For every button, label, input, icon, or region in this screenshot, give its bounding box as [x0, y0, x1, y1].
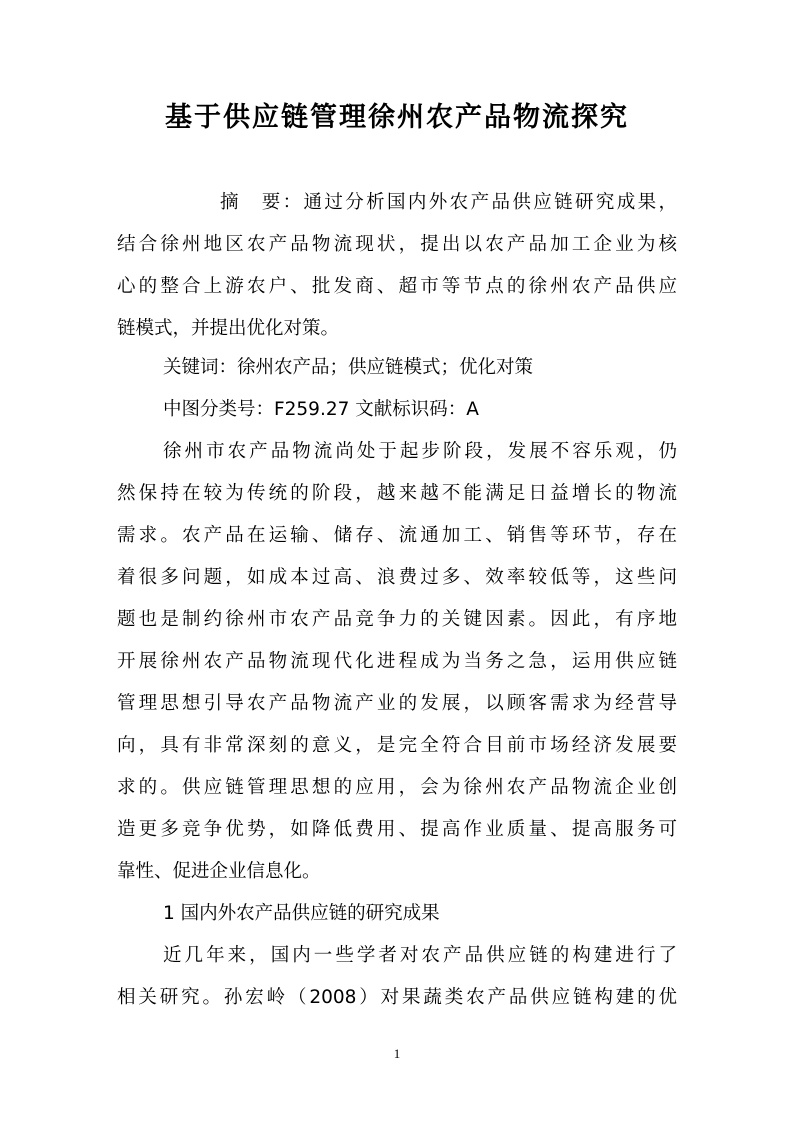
abstract-line: 心的整合上游农户、批发商、超市等节点的徐州农产品供应: [117, 276, 677, 297]
abstract-line: 摘 要：通过分析国内外农产品供应链研究成果，: [220, 192, 677, 213]
section-heading: 1 国内外农产品供应链的研究成果: [163, 903, 440, 924]
body-line: 徐州市农产品物流尚处于起步阶段，发展不容乐观，仍: [163, 441, 677, 462]
paper-title: 基于供应链管理徐州农产品物流探究: [165, 102, 629, 133]
section-body-line: 相关研究。孙宏岭（2008）对果蔬类农产品供应链构建的优: [117, 987, 677, 1008]
body-line: 向，具有非常深刻的意义，是完全符合目前市场经济发展要: [117, 735, 677, 756]
body-line: 需求。农产品在运输、储存、流通加工、销售等环节，存在: [117, 525, 677, 546]
body-line: 造更多竞争优势，如降低费用、提高作业质量、提高服务可: [117, 819, 677, 840]
body-line: 然保持在较为传统的阶段，越来越不能满足日益增长的物流: [117, 483, 677, 504]
abstract-line: 结合徐州地区农产品物流现状，提出以农产品加工企业为核: [117, 234, 677, 255]
page-number: 1: [393, 1046, 401, 1061]
keywords-line: 关键词：徐州农产品；供应链模式；优化对策: [163, 357, 534, 378]
body-line: 开展徐州农产品物流现代化进程成为当务之急，运用供应链: [117, 651, 677, 672]
body-line: 求的。供应链管理思想的应用，会为徐州农产品物流企业创: [117, 777, 677, 798]
abstract-line: 链模式，并提出优化对策。: [117, 318, 340, 339]
body-line: 题也是制约徐州市农产品竞争力的关键因素。因此，有序地: [117, 609, 677, 630]
body-line: 着很多问题，如成本过高、浪费过多、效率较低等，这些问: [117, 567, 677, 588]
section-body-line: 近几年来，国内一些学者对农产品供应链的构建进行了: [163, 945, 677, 966]
body-line: 靠性、促进企业信息化。: [117, 861, 321, 882]
classification-line: 中图分类号：F259.27 文献标识码：A: [163, 399, 479, 420]
body-line: 管理思想引导农产品物流产业的发展，以顾客需求为经营导: [117, 693, 677, 714]
